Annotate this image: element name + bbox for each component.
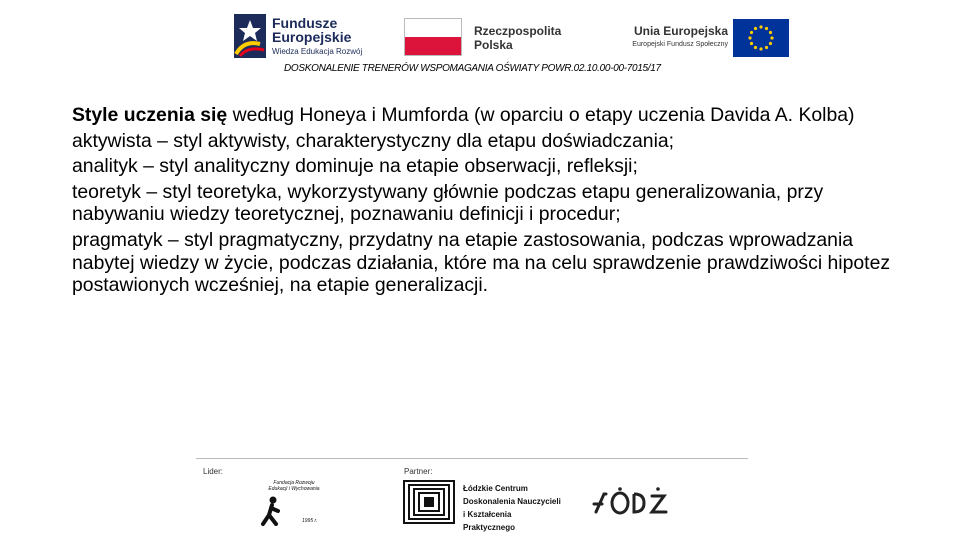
partner-label: Partner: <box>404 467 433 476</box>
lcdn-logo <box>403 480 563 532</box>
project-id: DOSKONALENIE TRENERÓW WSPOMAGANIA OŚWIATY POWR.02.10.00-00-7015/17 <box>284 63 661 74</box>
lcdn-line1: Łódzkie Centrum <box>463 484 528 493</box>
heading <box>72 104 902 127</box>
rzeczpospolita-polska-logo <box>404 18 574 58</box>
slide-content <box>72 104 902 300</box>
frew-text: Fundacja Rozwoju Edukacji i Wychowania <box>268 480 320 492</box>
fundusze-europejskie-logo <box>234 14 374 60</box>
rp-line1: Rzeczpospolita <box>474 24 562 38</box>
footer-divider <box>196 458 748 459</box>
fe-title-line1: Fundusze <box>272 15 338 31</box>
lider-label: Lider: <box>203 467 224 476</box>
list-item-teoretyk: teoretyk – styl teoretyka, wykorzystywany głównie podczas etapu generalizowania, przy nabywaniu wiedzy teoretycznej, poznawaniu definicji i procedur; <box>72 180 824 226</box>
unia-europejska-logo <box>600 18 790 58</box>
heading-rest: według Honeya i Mumforda (w oparciu o etapy uczenia Davida A. Kolba) <box>227 104 855 126</box>
running-figure-icon <box>260 496 284 526</box>
frew-year: 1995 r. <box>302 518 318 524</box>
fe-title-line2: Europejskie <box>272 29 352 45</box>
list-item-aktywista: aktywista – styl aktywisty, charakterystyczny dla etapu doświadczania; <box>72 129 675 152</box>
rp-line2: Polska <box>474 38 513 52</box>
ue-title: Unia Europejska <box>633 24 728 38</box>
lodz-city-logo <box>590 486 670 520</box>
ue-subtitle: Europejski Fundusz Społeczny <box>632 41 728 48</box>
polish-flag-icon <box>404 18 462 56</box>
lcdn-line3: i Kształcenia Praktycznego <box>463 510 516 532</box>
heading-bold: Style uczenia się <box>72 104 228 126</box>
fe-star-icon <box>234 14 266 58</box>
fe-subtitle: Wiedza Edukacja Rozwój <box>272 47 363 56</box>
list-item-analityk: analityk – styl analityczny dominuje na etapie obserwacji, refleksji; <box>72 155 638 178</box>
lcdn-square-icon <box>403 480 455 524</box>
lcdn-line2: Doskonalenia Nauczycieli <box>463 497 561 506</box>
list-item-pragmatyk: pragmatyk – styl pragmatyczny, przydatny na etapie zastosowania, podczas wprowadzania nabytej wiedzy w życie, podczas działania, które ma na celu sprawdzenie prawdziwości hipotez postawionych wcześniej, na etapie generalizacji. <box>72 228 891 297</box>
frew-logo <box>258 478 328 528</box>
eu-flag-icon <box>733 19 789 57</box>
